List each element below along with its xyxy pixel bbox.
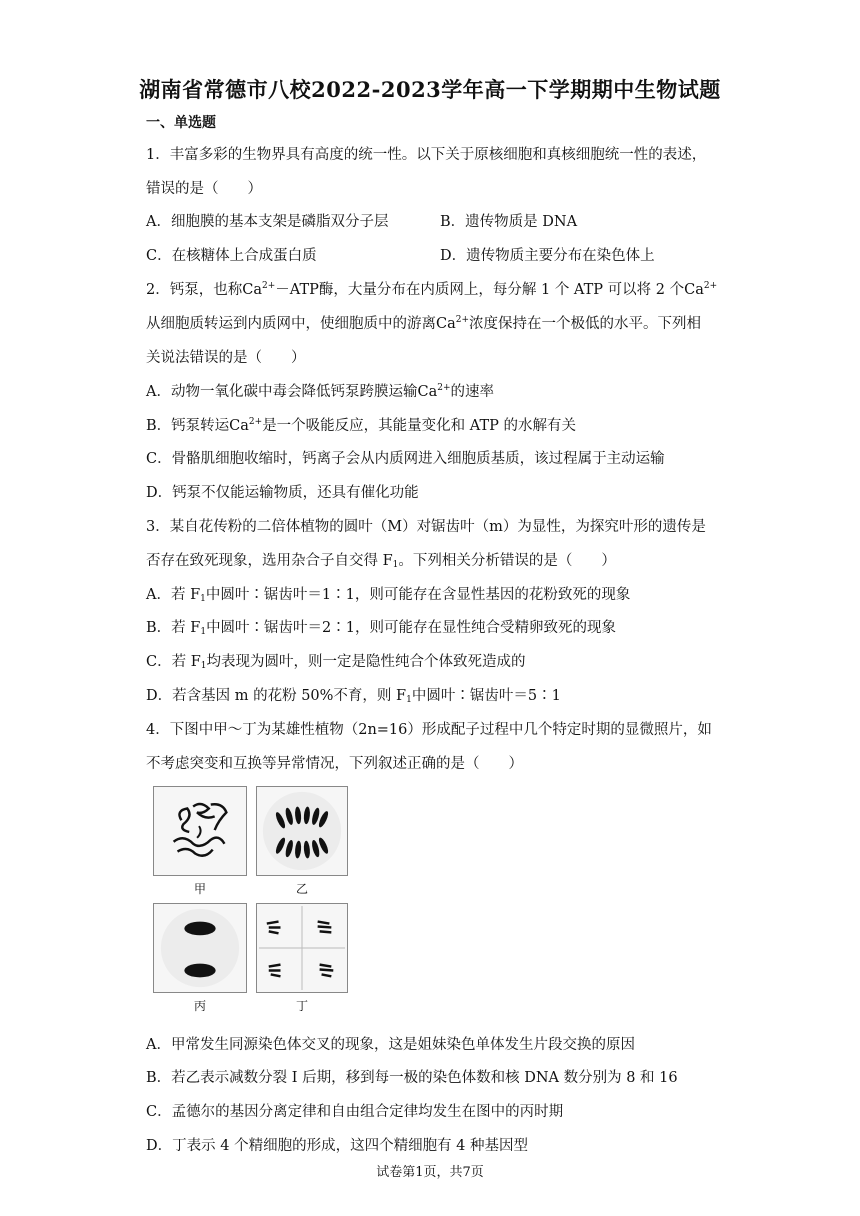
q2-option-a: A．动物一氧化碳中毒会降低钙泵跨膜运输$Ca^{2+}$的速率 xyxy=(146,383,495,400)
q1-option-d: D．遗传物质主要分布在染色体上 xyxy=(440,248,655,264)
caption-yi: 乙 xyxy=(295,882,308,896)
caption-ding: 丁 xyxy=(295,999,308,1013)
q1-stem-line2: 错误的是（ ） xyxy=(146,181,262,197)
q3-option-d: D．若含基因 m 的花粉 50%不育，则 $F_1$中圆叶∶锯齿叶＝5∶1 xyxy=(146,688,561,705)
micrograph-ding xyxy=(256,903,348,993)
q4-option-a: A．甲常发生同源染色体交叉的现象，这是姐妹染色单体发生片段交换的原因 xyxy=(146,1037,635,1053)
q3-option-b: B．若 $F_1$中圆叶∶锯齿叶＝2∶1，则可能存在显性纯合受精卵致死的现象 xyxy=(146,620,617,637)
q4-option-c: C．孟德尔的基因分离定律和自由组合定律均发生在图中的丙时期 xyxy=(146,1104,564,1120)
q1-option-a: A．细胞膜的基本支架是磷脂双分子层 xyxy=(146,214,389,230)
caption-jia: 甲 xyxy=(193,882,206,896)
caption-bing: 丙 xyxy=(193,999,206,1013)
q3-stem-line1: 3．某自花传粉的二倍体植物的圆叶（M）对锯齿叶（m）为显性，为探究叶形的遗传是 xyxy=(146,519,706,535)
q3-option-a: A．若 $F_1$中圆叶∶锯齿叶＝1∶1，则可能存在含显性基因的花粉致死的现象 xyxy=(146,587,631,604)
q4-option-d: D．丁表示 4 个精细胞的形成，这四个精细胞有 4 种基因型 xyxy=(146,1138,529,1154)
q2-option-b: B．钙泵转运$Ca^{2+}$是一个吸能反应，其能量变化和 ATP 的水解有关 xyxy=(146,417,577,434)
q4-option-b: B．若乙表示减数分裂 I 后期，移到每一极的染色体数和核 DNA 数分别为 8 和 16 xyxy=(146,1070,678,1086)
q2-option-c: C．骨骼肌细胞收缩时，钙离子会从内质网进入细胞质基质，该过程属于主动运输 xyxy=(146,451,665,467)
q1-option-b: B．遗传物质是 DNA xyxy=(440,214,578,230)
page-title: 湖南省常德市八校2022-2023学年高一下学期期中生物试题 xyxy=(139,77,721,102)
page-footer: 试卷第1页，共7页 xyxy=(376,1165,484,1180)
q2-stem-line3: 关说法错误的是（ ） xyxy=(146,350,306,366)
micrograph-yi xyxy=(256,786,348,876)
q3-option-c: C．若 $F_1$均表现为圆叶，则一定是隐性纯合个体致死造成的 xyxy=(146,654,526,671)
q1-option-c: C．在核糖体上合成蛋白质 xyxy=(146,248,317,264)
q3-stem-line2: 否存在致死现象，选用杂合子自交得 $F_1$。下列相关分析错误的是（ ） xyxy=(146,553,616,570)
q4-stem-line2: 不考虑突变和互换等异常情况，下列叙述正确的是（ ） xyxy=(146,756,523,772)
q4-stem-line1: 4．下图中甲～丁为某雄性植物（2n=16）形成配子过程中几个特定时期的显微照片，如 xyxy=(146,722,712,738)
micrograph-bing xyxy=(153,903,247,993)
micrograph-jia xyxy=(153,786,247,876)
section-heading: 一、单选题 xyxy=(146,115,216,131)
q2-option-d: D．钙泵不仅能运输物质，还具有催化功能 xyxy=(146,485,419,501)
q2-stem-line1: 2．钙泵，也称$Ca^{2+}-ATP$酶，大量分布在内质网上，每分解 1 个 ATP 可以将 2 个$Ca^{2+}$ xyxy=(146,281,718,298)
q2-stem-line2: 从细胞质转运到内质网中，使细胞质中的游离$Ca^{2+}$浓度保持在一个极低的水平。下列相 xyxy=(146,315,702,332)
q1-stem-line1: 1．丰富多彩的生物界具有高度的统一性。以下关于原核细胞和真核细胞统一性的表述， xyxy=(146,147,707,163)
